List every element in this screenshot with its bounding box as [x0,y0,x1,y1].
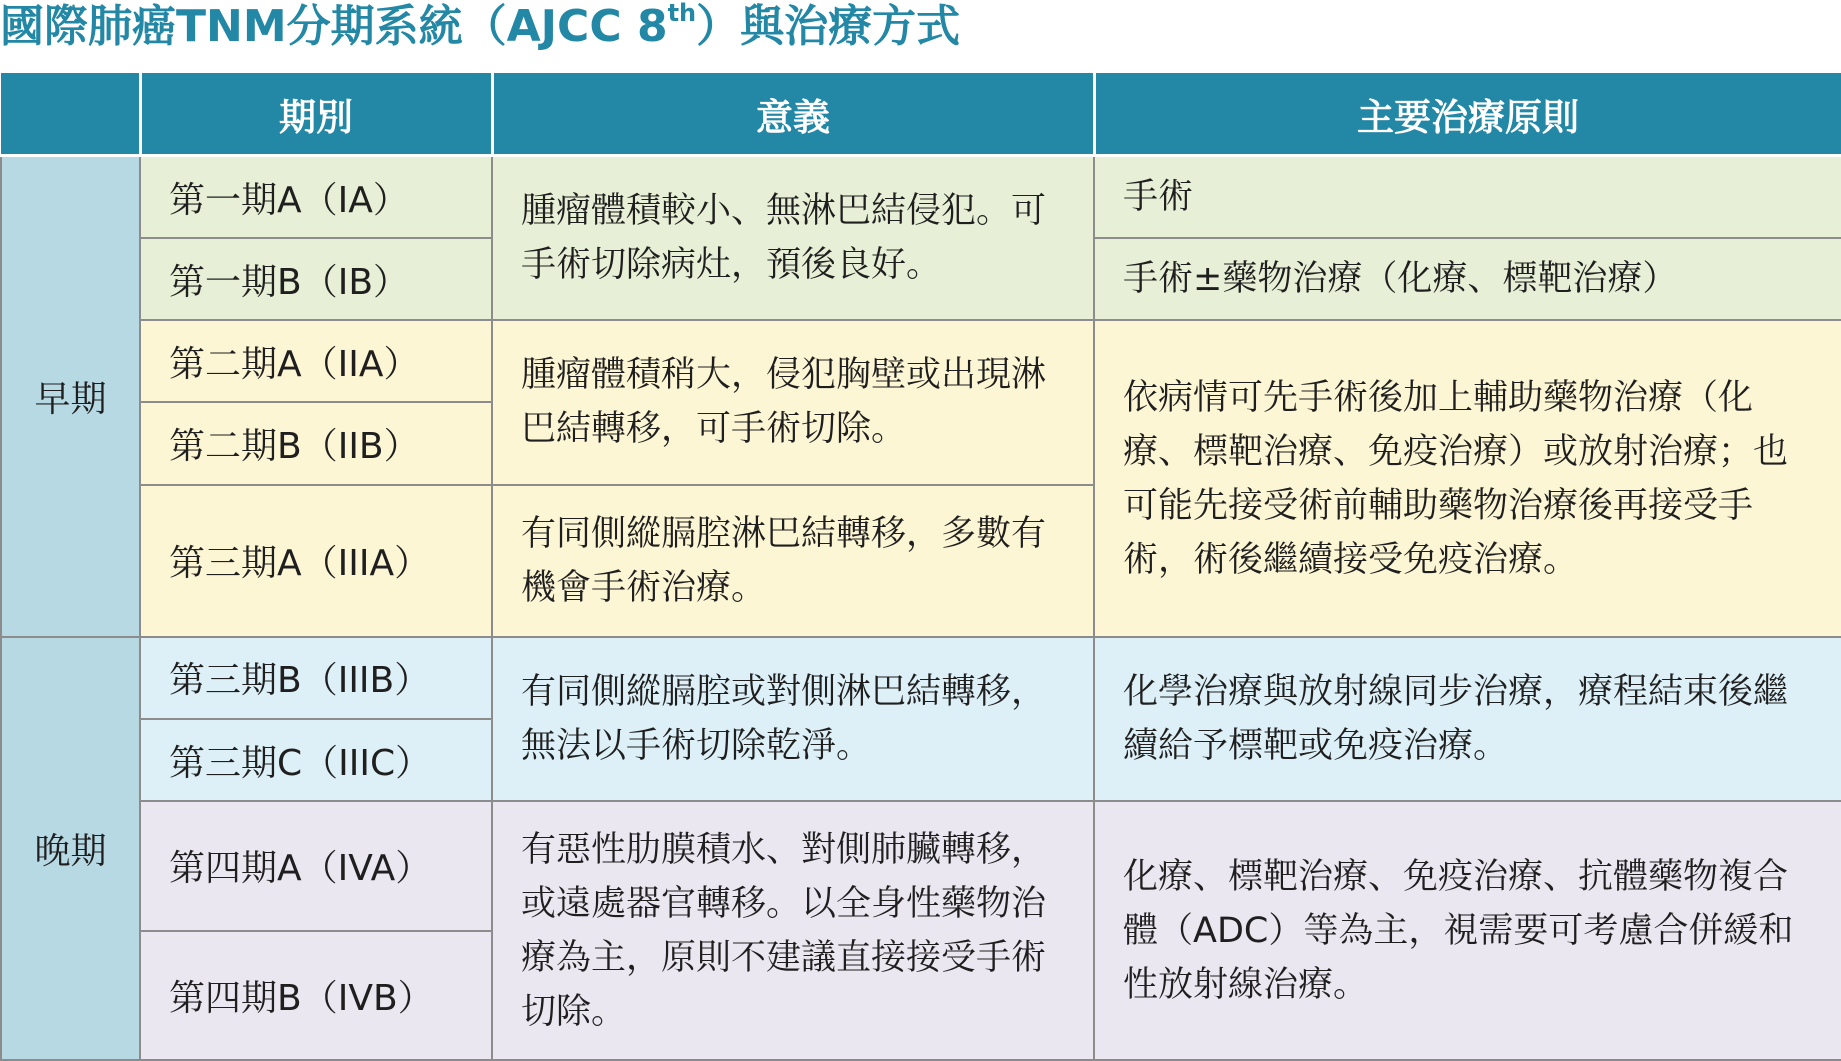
header-meaning: 意義 [492,72,1094,156]
stage-ib: 第一期B（IB） [140,238,492,320]
header-treatment: 主要治療原則 [1094,72,1841,156]
stage-iia: 第二期A（IIA） [140,320,492,402]
stage-ivb: 第四期B（IVB） [140,931,492,1060]
header-blank [1,72,140,156]
title-superscript: th [667,0,697,27]
group-late: 晚期 [1,637,140,1060]
meaning-stage3bc: 有同側縱膈腔或對側淋巴結轉移，無法以手術切除乾淨。 [492,637,1094,801]
table-row [1,156,1841,238]
treatment-ia: 手術 [1094,156,1841,238]
page-title [0,0,960,62]
meaning-stage3a: 有同側縱膈腔淋巴結轉移，多數有機會手術治療。 [492,485,1094,637]
table-row [1,801,1841,930]
table-row [1,637,1841,719]
meaning-stage2: 腫瘤體積稍大，侵犯胸壁或出現淋巴結轉移，可手術切除。 [492,320,1094,484]
table-row [1,320,1841,402]
header-row [1,72,1841,156]
group-early: 早期 [1,156,140,637]
stage-ia: 第一期A（IA） [140,156,492,238]
tnm-staging-table [0,70,1841,1061]
meaning-stage4: 有惡性肋膜積水、對側肺臟轉移，或遠處器官轉移。以全身性藥物治療為主，原則不建議直接接受手術切除。 [492,801,1094,1060]
stage-iiib: 第三期B（IIIB） [140,637,492,719]
treatment-stage3bc: 化學治療與放射線同步治療，療程結束後繼續給予標靶或免疫治療。 [1094,637,1841,801]
treatment-stage2-3a: 依病情可先手術後加上輔助藥物治療（化療、標靶治療、免疫治療）或放射治療；也可能先接受術前輔助藥物治療後再接受手術，術後繼續接受免疫治療。 [1094,320,1841,637]
treatment-stage4: 化療、標靶治療、免疫治療、抗體藥物複合體（ADC）等為主，視需要可考慮合併緩和性放射線治療。 [1094,801,1841,1060]
title-main: 國際肺癌TNM分期系統（AJCC 8 [0,1,668,52]
stage-iib: 第二期B（IIB） [140,402,492,484]
stage-iiia: 第三期A（IIIA） [140,485,492,637]
stage-iiic: 第三期C（IIIC） [140,719,492,801]
stage-iva: 第四期A（IVA） [140,801,492,930]
meaning-stage1: 腫瘤體積較小、無淋巴結侵犯。可手術切除病灶，預後良好。 [492,156,1094,320]
header-stage: 期別 [140,72,492,156]
title-tail: ）與治療方式 [696,1,961,52]
treatment-ib: 手術±藥物治療（化療、標靶治療） [1094,238,1841,320]
